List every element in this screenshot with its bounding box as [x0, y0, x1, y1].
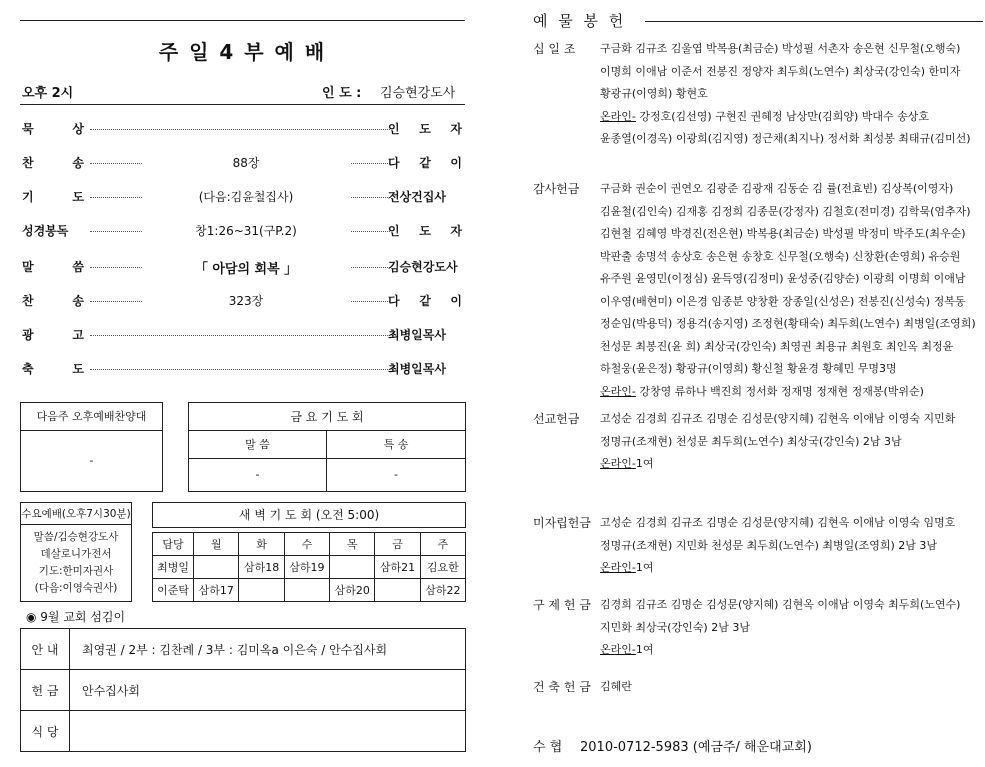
dotted-leader — [90, 369, 390, 370]
offering-line — [600, 106, 980, 129]
dawn-cell — [330, 556, 375, 579]
offering-line: 김윤철(김인숙) 김재홍 김정희 김종문(강정자) 김철호(전미경) 김학묵(엄추자) — [600, 204, 971, 218]
dawn-row — [153, 556, 466, 579]
offering-line: 박판출 송명석 송상호 송은현 송창호 신무철(오행숙) 신창환(손영희) 유승원 — [600, 249, 961, 263]
leader-label: 인 도 : — [322, 86, 362, 101]
order-label: 광 고 — [22, 328, 84, 342]
dawn-cell: 삼하22 — [420, 579, 465, 602]
offering-line — [600, 453, 980, 476]
service-people — [70, 711, 466, 752]
order-person: 인 도 자 — [388, 224, 462, 238]
offering-line: 윤종열(이경옥) 이광희(김지영) 정근채(최지나) 정서화 최성봉 최태규(김미선) — [600, 132, 971, 145]
dotted-leader — [90, 129, 390, 130]
offering-category: 미자립헌금 — [533, 516, 591, 530]
order-person: 전상건집사 — [388, 190, 446, 204]
order-person: 다 같 이 — [388, 156, 462, 170]
friday-song-value: - — [394, 468, 398, 481]
order-item: 「 아담의 회복 」 — [142, 258, 350, 277]
order-row — [22, 120, 462, 140]
offering-line — [600, 639, 980, 662]
dawn-prayer-header: 새 벽 기 도 회 (오전 5:00) — [238, 508, 380, 522]
next-choir-header: 다음주 오후예배찬양대 — [21, 403, 162, 431]
friday-prayer-box — [188, 402, 466, 492]
order-item: 88장 — [142, 154, 350, 171]
offering-line: 정명규(조재현) 천성문 최두희(노연수) 최상국(강인숙) 2남 3남 — [600, 434, 902, 448]
leader-name: 김승현강도사 — [380, 86, 456, 101]
service-row — [21, 629, 466, 670]
dawn-col-header: 금 — [375, 533, 420, 556]
online-label: 온라인- — [600, 643, 636, 656]
offering-category: 구 제 헌 금 — [533, 598, 591, 612]
offering-line: 정명규(조재현) 지민화 천성문 최두희(노연수) 최병일(조영희) 2남 3남 — [600, 538, 937, 552]
order-item: (다음:김윤철집사) — [142, 188, 350, 205]
order-item: 창1:26~31(구P.2) — [142, 222, 350, 239]
service-title: 주 일 4 부 예 배 — [158, 40, 327, 64]
service-team-title: ◉ 9월 교회 섬김이 — [26, 610, 126, 624]
dawn-col-header: 화 — [239, 533, 284, 556]
dawn-cell — [239, 579, 284, 602]
top-rule — [20, 20, 465, 21]
dawn-cell: 삼하19 — [284, 556, 329, 579]
wednesday-line: 데살로니가전서 — [40, 548, 112, 560]
online-label: 온라인- — [600, 561, 636, 574]
order-label: 말 씀 — [22, 260, 84, 274]
offering-line: 고성순 김경희 김규조 김명순 김성문(양지혜) 김현옥 이애남 이영숙 지민화 — [600, 412, 956, 425]
offering-names — [600, 408, 980, 476]
offering-names — [600, 512, 980, 580]
offering-names — [600, 38, 980, 151]
header-rule — [20, 104, 465, 105]
dawn-col-header: 월 — [194, 533, 239, 556]
online-label: 온라인- — [600, 109, 636, 123]
order-label: 묵 상 — [22, 122, 84, 136]
offering-line: 김경희 김규조 김명순 김성문(양지혜) 김현옥 이애남 이영숙 최두희(노연수) — [600, 598, 961, 611]
offering-names — [600, 676, 980, 699]
order-person: 인 도 자 — [388, 122, 462, 136]
order-row — [22, 222, 462, 242]
offering-names — [600, 594, 980, 662]
dawn-row — [153, 579, 466, 602]
order-label: 기 도 — [22, 190, 84, 204]
order-person: 최병일목사 — [388, 362, 446, 376]
offering-line: 정순임(박용덕) 정용걱(송지영) 조정현(황태숙) 최두희(노연수) 최병일(조영희) — [600, 317, 976, 330]
dawn-col-header: 목 — [330, 533, 375, 556]
offering-title: 예 물 봉 헌 — [533, 12, 627, 30]
next-choir-box — [20, 402, 163, 492]
account-number: 2010-0712-5983 (예금주/ 해운대교회) — [580, 740, 812, 755]
dawn-cell: 최병일 — [153, 556, 194, 579]
service-row — [21, 670, 466, 711]
offering-line: 황광규(이영희) 황현호 — [600, 87, 708, 100]
dawn-prayer-header-box — [152, 502, 466, 528]
dawn-cell: 김요한 — [420, 556, 465, 579]
wednesday-header: 수요예배(오후7시30분) — [21, 503, 131, 525]
online-names: 1여 — [635, 561, 654, 574]
dotted-leader — [90, 335, 390, 336]
dawn-col-header: 주 — [420, 533, 465, 556]
offering-line: 이우영(배현미) 이은경 임종분 양창환 장종일(신성은) 전봉진(신성숙) 정복동 — [600, 294, 966, 308]
online-label: 온라인- — [600, 384, 636, 398]
dawn-cell: 삼하20 — [330, 579, 375, 602]
order-row — [22, 326, 462, 346]
service-role: 식 당 — [21, 711, 70, 752]
wednesday-service-box — [20, 502, 132, 602]
dawn-col-header: 담당 — [153, 533, 194, 556]
order-person: 최병일목사 — [388, 328, 446, 342]
order-row — [22, 258, 462, 278]
order-person: 다 같 이 — [388, 294, 462, 308]
online-label: 온라인- — [600, 457, 636, 470]
wednesday-line: 말씀/김승현강도사 — [33, 531, 119, 543]
service-time: 오후 2시 — [22, 86, 74, 101]
online-names: 강정호(김선영) 구현진 권혜정 남상만(김희양) 박대수 송상호 — [635, 109, 930, 123]
friday-prayer-header: 금 요 기 도 회 — [189, 403, 465, 431]
order-person: 김승현강도사 — [388, 260, 458, 274]
order-row — [22, 154, 462, 174]
service-team-table — [20, 628, 466, 752]
dawn-cell — [375, 579, 420, 602]
service-role: 헌 금 — [21, 670, 70, 711]
friday-col-sermon: 말 씀 — [189, 431, 327, 459]
account-label: 수 협 — [533, 740, 563, 755]
dawn-cell: 삼하18 — [239, 556, 284, 579]
order-label: 축 도 — [22, 362, 84, 376]
offering-line: 이명희 이애남 이준서 전봉진 정양자 최두희(노연수) 최상국(강인숙) 한미자 — [600, 64, 961, 78]
friday-col-special-song: 특 송 — [327, 431, 465, 459]
dawn-cell: 이준탁 — [153, 579, 194, 602]
service-people: 안수집사회 — [70, 670, 466, 711]
offering-title-rule — [645, 21, 983, 22]
offering-line: 천성문 최봉진(윤 희) 최상국(강인숙) 최영권 최용규 최원호 최인옥 최정윤 — [600, 339, 954, 353]
order-label: 성경봉독 — [22, 224, 69, 238]
dawn-cell: 삼하21 — [375, 556, 420, 579]
wednesday-line: 기도:한미자권사 — [38, 565, 114, 577]
dawn-prayer-table — [152, 532, 466, 602]
offering-line: 하철웅(윤은정) 황광규(이영희) 황신철 황윤경 황혜민 무명3명 — [600, 362, 897, 375]
friday-sermon-value: - — [189, 459, 327, 491]
dawn-cell — [194, 556, 239, 579]
offering-line: 구금화 김규조 김울엽 박복용(최금순) 박성필 서촌자 송은현 신무철(오행숙) — [600, 42, 961, 55]
offering-line: 김혜란 — [600, 680, 632, 693]
offering-category: 십 일 조 — [533, 42, 576, 56]
offering-line: 유주원 윤영민(이정심) 윤득영(김정미) 윤성중(김양순) 이광희 이명희 이애남 — [600, 272, 966, 285]
offering-category: 감사헌금 — [533, 182, 580, 196]
dawn-cell: 삼하17 — [194, 579, 239, 602]
offering-line — [600, 381, 980, 404]
order-row — [22, 292, 462, 312]
dawn-cell — [284, 579, 329, 602]
service-people: 최영권 / 2부 : 김찬례 / 3부 : 김미옥a 이은숙 / 안수집사회 — [70, 629, 466, 670]
online-names: 1여 — [635, 457, 654, 470]
online-names: 강창영 류하나 백진희 정서화 정재명 정재현 정재봉(박위순) — [635, 384, 924, 398]
offering-category: 건 축 헌 금 — [533, 680, 591, 694]
order-row — [22, 360, 462, 380]
offering-line: 고성순 김경희 김규조 김명순 김성문(양지혜) 김현옥 이애남 이영숙 임명호 — [600, 516, 956, 529]
wednesday-line: (다음:이영숙권사) — [34, 582, 118, 594]
dawn-col-header: 수 — [284, 533, 329, 556]
order-label: 찬 송 — [22, 294, 84, 308]
offering-category: 선교헌금 — [533, 412, 580, 426]
order-label: 찬 송 — [22, 156, 84, 170]
offering-names — [600, 178, 980, 403]
next-choir-value: - — [89, 454, 94, 467]
offering-line: 김현철 김혜영 박경진(전은현) 박복용(최금순) 박성필 박정미 박주도(최우순) — [600, 227, 966, 240]
order-item: 323장 — [142, 292, 350, 309]
offering-line: 구금화 권순이 권연오 김광준 김광재 김동순 김 률(전효빈) 김상복(이영자) — [600, 182, 954, 195]
online-names: 1여 — [635, 643, 654, 656]
offering-line — [600, 557, 980, 580]
offering-line: 지민화 최상국(강인숙) 2남 3남 — [600, 620, 750, 634]
order-row — [22, 188, 462, 208]
service-role: 안 내 — [21, 629, 70, 670]
service-row — [21, 711, 466, 752]
